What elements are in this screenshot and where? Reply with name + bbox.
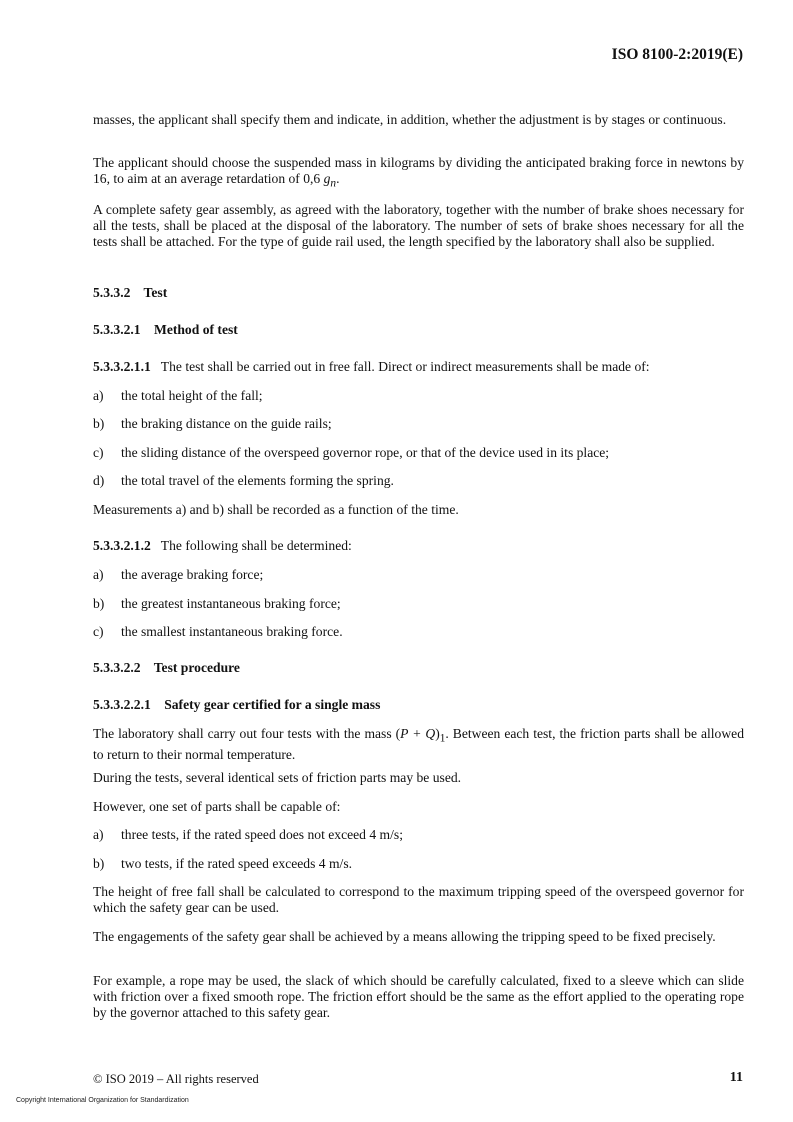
list-item [93, 856, 744, 872]
math-p-plus-q: P + Q [400, 726, 436, 741]
list-item [93, 388, 744, 404]
paragraph [93, 155, 744, 192]
section-number: 5.3.3.2.2.1 [93, 697, 151, 712]
list-label: a) [93, 388, 104, 403]
list-text: the braking distance on the guide rails; [121, 416, 332, 431]
list-label: b) [93, 596, 105, 611]
list-item [93, 473, 744, 489]
paragraph: During the tests, several identical sets of friction parts may be used. [93, 770, 462, 785]
list-label: b) [93, 856, 105, 871]
list-text: the greatest instantaneous braking force; [121, 596, 341, 611]
watermark-text: Copyright International Organization for Standardization [16, 1097, 189, 1104]
paragraph: For example, a rope may be used, the slack of which should be carefully calculated, fixed to a sleeve which can slide with friction over a fixed smooth rope. The friction effort should be the same as the effort applied to the operating rope by the governor attached to this safety gear. [93, 973, 744, 1020]
list-text: three tests, if the rated speed does not exceed 4 m/s; [121, 827, 403, 842]
list-text: the smallest instantaneous braking force. [121, 624, 343, 639]
section-heading [93, 285, 744, 301]
clause-text: The test shall be carried out in free fall. Direct or indirect measurements shall be made of: [160, 359, 650, 374]
math-n: n [330, 177, 337, 190]
text: . [336, 171, 340, 186]
list-item [93, 416, 744, 432]
list-label: c) [93, 445, 104, 460]
list-label: b) [93, 416, 105, 431]
section-number: 5.3.3.2.1.1 [93, 359, 151, 374]
section-title: Test [143, 285, 168, 300]
list-item [93, 567, 744, 583]
clause-text: The following shall be determined: [160, 538, 352, 553]
clause [93, 359, 744, 375]
list-text: the average braking force; [121, 567, 264, 582]
paragraph: The height of free fall shall be calculated to correspond to the maximum tripping speed of the overspeed governor for which the safety gear can be used. [93, 884, 744, 915]
document-id: ISO 8100-2:2019(E) [611, 46, 743, 63]
list-text: the total travel of the elements forming the spring. [121, 473, 394, 488]
paragraph: Measurements a) and b) shall be recorded as a function of the time. [93, 502, 459, 517]
section-title: Test procedure [153, 660, 240, 675]
list-label: d) [93, 473, 105, 488]
section-heading [93, 322, 744, 338]
section-number: 5.3.3.2 [93, 285, 131, 300]
list-text: two tests, if the rated speed exceeds 4 m/s. [121, 856, 353, 871]
list-item [93, 827, 744, 843]
paragraph: However, one set of parts shall be capable of: [93, 799, 341, 814]
list-text: the total height of the fall; [121, 388, 263, 403]
section-title: Safety gear certified for a single mass [164, 697, 381, 712]
page-number: 11 [729, 1070, 743, 1085]
list-text: the sliding distance of the overspeed governor rope, or that of the device used in its place; [121, 445, 610, 460]
subscript: 1 [439, 732, 446, 745]
section-title: Method of test [153, 322, 238, 337]
list-item [93, 445, 744, 461]
text: The applicant should choose the suspended mass in kilograms by dividing the anticipated braking force in newtons by 16, to aim at an average retardation of 0,6 [93, 155, 744, 186]
list-item [93, 624, 744, 640]
text: The laboratory shall carry out four tests with the mass ( [93, 726, 401, 741]
list-label: a) [93, 567, 104, 582]
section-number: 5.3.3.2.2 [93, 660, 141, 675]
list-label: c) [93, 624, 104, 639]
section-heading [93, 697, 744, 713]
list-item [93, 596, 744, 612]
paragraph [93, 726, 744, 763]
text: ) [435, 726, 440, 741]
copyright-notice: © ISO 2019 – All rights reserved [93, 1072, 259, 1086]
section-heading [93, 660, 744, 676]
section-number: 5.3.3.2.1 [93, 322, 141, 337]
paragraph: masses, the applicant shall specify them and indicate, in addition, whether the adjustment is by stages or continuous. [93, 112, 727, 127]
math-g: g [323, 171, 331, 186]
list-label: a) [93, 827, 104, 842]
clause [93, 538, 744, 554]
section-number: 5.3.3.2.1.2 [93, 538, 151, 553]
paragraph: The engagements of the safety gear shall be achieved by a means allowing the tripping speed to be fixed precisely. [93, 929, 716, 944]
text: . Between each test, the friction parts shall be allowed to return to their normal temperature. [93, 726, 744, 762]
paragraph: A complete safety gear assembly, as agreed with the laboratory, together with the number of brake shoes necessary for all the tests, shall be placed at the disposal of the laboratory. The number of sets of brake shoes necessary for all the tests shall be attached. For the type of guide rail used, the length specified by the laboratory shall also be supplied. [93, 202, 744, 249]
